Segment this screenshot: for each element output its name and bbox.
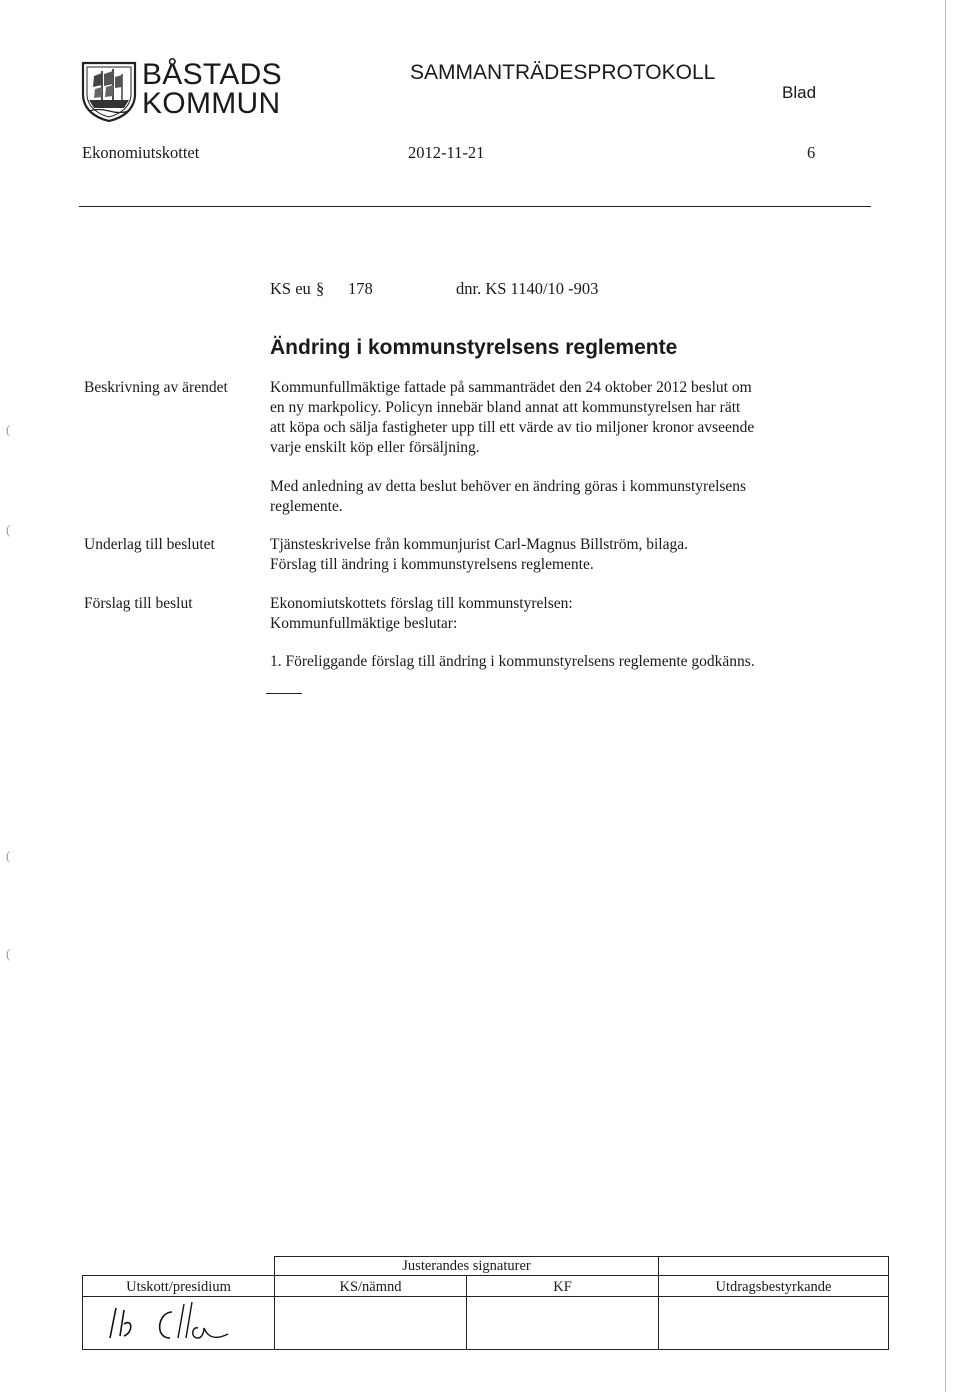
handwritten-initials [104,1298,254,1344]
diary-number: dnr. KS 1140/10 -903 [456,279,599,298]
signature-row [83,1297,889,1350]
sheet-label: Blad [782,83,817,102]
case-ref-prefix: KS eu [270,279,311,298]
text-line: Förslag till ändring i kommunstyrelsens reglemente. [270,556,594,573]
text-line: Tjänsteskrivelse från kommunjurist Carl-Magnus Billström, bilaga. [270,536,689,553]
signature-cell-committee [83,1297,275,1350]
proposal-text [270,594,860,634]
section-label-basis: Underlag till beslutet [84,536,215,553]
description-paragraph-1 [270,378,860,458]
basis-list [270,535,860,575]
column-header-certification: Utdragsbestyrkande [659,1276,889,1297]
case-title: Ändring i kommunstyrelsens reglemente [270,336,678,359]
text-line: Kommunfullmäktige beslutar: [270,615,458,632]
section-label-proposal: Förslag till beslut [84,595,193,612]
signature-group-header: Justerandes signaturer [275,1257,659,1276]
signature-cell-council [467,1297,659,1350]
brand-line-2: KOMMUN [142,87,281,120]
text-line: reglemente. [270,498,343,515]
section-symbol: § [316,279,325,298]
coat-of-arms-logo [80,60,138,122]
column-header-council: KF [467,1276,659,1297]
decision-item-1: 1. Föreliggande förslag till ändring i kommunstyrelsens reglemente godkänns. [270,653,755,670]
committee-name: Ekonomiutskottet [82,143,200,162]
signature-table [82,1256,889,1350]
section-label-description: Beskrivning av ärendet [84,379,228,396]
margin-mark: ( [6,946,11,961]
description-paragraph-2 [270,477,860,517]
end-of-section-line [266,693,302,694]
header-divider [79,206,871,207]
column-header-board: KS/nämnd [275,1276,467,1297]
text-line: en ny markpolicy. Policyn innebär bland annat att kommunstyrelsen har rätt [270,399,741,416]
signature-cell-certification [659,1297,889,1350]
page-edge-line [945,0,946,1392]
meeting-date: 2012-11-21 [408,143,485,162]
signature-label-row [83,1276,889,1297]
document-title: SAMMANTRÄDESPROTOKOLL [410,61,716,84]
municipality-brand [142,60,282,118]
signature-header-row [83,1257,889,1276]
margin-mark: ( [6,522,11,537]
page-number: 6 [807,143,816,162]
signature-cell-board [275,1297,467,1350]
text-line: varje enskilt köp eller försäljning. [270,439,480,456]
text-line: Kommunfullmäktige fattade på sammanträdet den 24 oktober 2012 beslut om [270,379,752,396]
section-number: 178 [348,279,373,298]
column-header-committee: Utskott/presidium [83,1276,275,1297]
margin-mark: ( [6,848,11,863]
text-line: att köpa och sälja fastigheter upp till ett värde av tio miljoner kronor avseende [270,419,755,436]
empty-cell [83,1257,275,1276]
text-line: Ekonomiutskottets förslag till kommunstyrelsen: [270,595,573,612]
text-line: Med anledning av detta beslut behöver en ändring göras i kommunstyrelsens [270,478,747,495]
brand-line-1: BÅSTADS [142,58,282,91]
margin-mark: ( [6,422,11,437]
empty-cell [659,1257,889,1276]
